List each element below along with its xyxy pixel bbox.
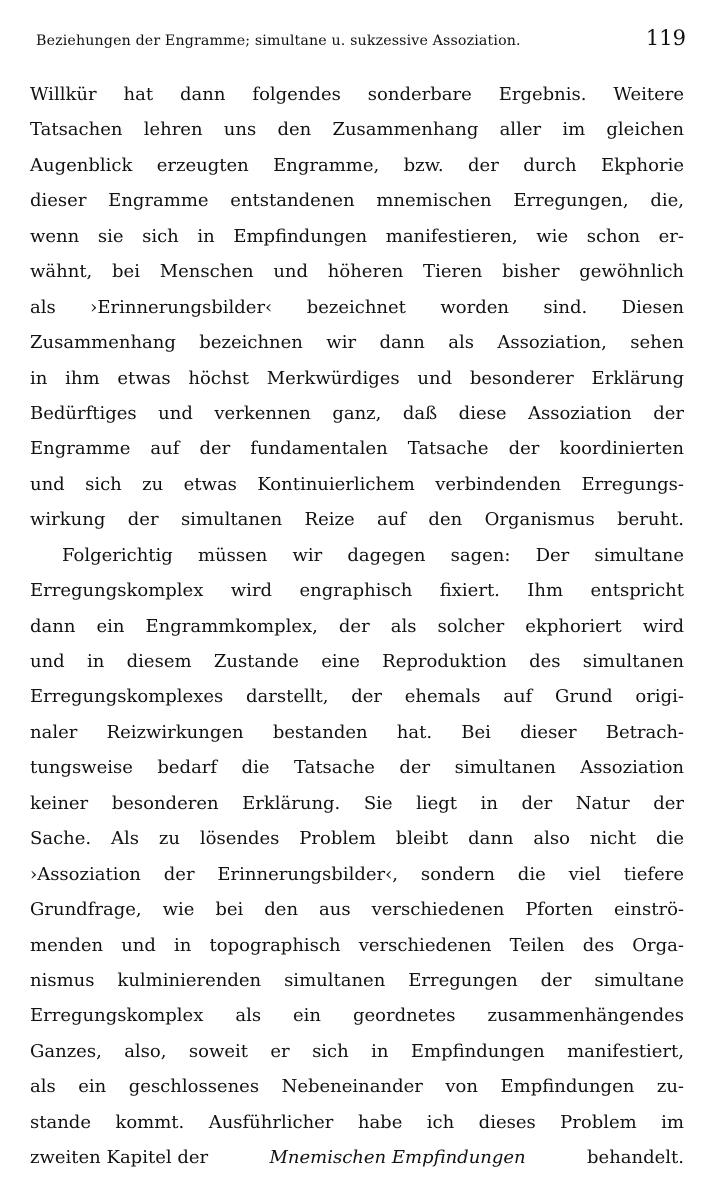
text-line: Ganzes, also, soweit er sich in Empfindungen manifestiert,: [30, 1040, 684, 1062]
text-line: Bedürftiges und verkennen ganz, daß diese Assoziation der: [30, 402, 684, 424]
text-line: Grundfrage, wie bei den aus verschiedenen Pforten einströ-: [30, 899, 684, 921]
text-line: Folgerichtig müssen wir dagegen sagen: Der simultane: [62, 544, 684, 566]
text-line: Zusammenhang bezeichnen wir dann als Assoziation, sehen: [30, 332, 684, 354]
text-line: und in diesem Zustande eine Reproduktion des simultanen: [30, 651, 684, 672]
text-line: Erregungskomplex als ein geordnetes zusammenhängendes: [30, 1005, 684, 1027]
page-number: 119: [645, 26, 686, 50]
text-line: als ›Erinnerungsbilder‹ bezeichnet worden sind. Diesen: [30, 296, 684, 318]
text-line: Augenblick erzeugten Engramme, bzw. der durch Ekphorie: [30, 154, 684, 176]
text-line: dann ein Engrammkomplex, der als solcher ekphoriert wird: [30, 615, 684, 637]
running-title: Beziehungen der Engramme; simultane u. sukzessive Assoziation.: [36, 33, 521, 49]
text-line: dieser Engramme entstandenen mnemischen Erregungen, die,: [30, 190, 684, 212]
text-line: keiner besonderen Erklärung. Sie liegt in der Natur der: [30, 792, 684, 814]
text-line: naler Reizwirkungen bestanden hat. Bei dieser Betrach-: [30, 721, 684, 743]
text-line: wähnt, bei Menschen und höheren Tieren bisher gewöhnlich: [30, 261, 684, 283]
text-line: tungsweise bedarf die Tatsache der simultanen Assoziation: [30, 757, 684, 779]
text-line: ›Assoziation der Erinnerungsbilder‹, sondern die viel tiefere: [30, 863, 684, 885]
text-line: Willkür hat dann folgendes sonderbare Ergebnis. Weitere: [30, 84, 684, 105]
final-line-lead-text: zweiten Kapitel der: [30, 1147, 209, 1169]
text-line: Erregungskomplex wird engraphisch fixiert. Ihm entspricht: [30, 580, 684, 602]
text-line: als ein geschlossenes Nebeneinander von Empfindungen zu-: [30, 1076, 684, 1098]
body-text: [30, 77, 684, 1176]
text-line: Engramme auf der fundamentalen Tatsache der koordinierten: [30, 438, 684, 460]
text-line: menden und in topographisch verschiedenen Teilen des Orga-: [30, 934, 684, 956]
text-line: und sich zu etwas Kontinuierlichem verbindenden Erregungs-: [30, 473, 684, 495]
running-head: [36, 28, 686, 58]
text-line: wenn sie sich in Empfindungen manifestieren, wie schon er-: [30, 225, 684, 247]
final-text-line: [30, 1140, 684, 1175]
text-line: in ihm etwas höchst Merkwürdiges und besonderer Erklärung: [30, 367, 684, 389]
text-line: Sache. Als zu lösendes Problem bleibt dann also nicht die: [30, 828, 684, 850]
italic-book-title: Mnemischen Empfindungen: [269, 1147, 526, 1169]
text-line: nismus kulminierenden simultanen Erregungen der simultane: [30, 969, 684, 991]
text-line: stande kommt. Ausführlicher habe ich dieses Problem im: [30, 1111, 684, 1133]
text-line: wirkung der simultanen Reize auf den Organismus beruht.: [30, 509, 684, 531]
final-line-tail-text: behandelt.: [587, 1147, 684, 1169]
text-line: Erregungskomplexes darstellt, der ehemals auf Grund origi-: [30, 686, 684, 708]
text-line: Tatsachen lehren uns den Zusammenhang aller im gleichen: [30, 119, 684, 141]
